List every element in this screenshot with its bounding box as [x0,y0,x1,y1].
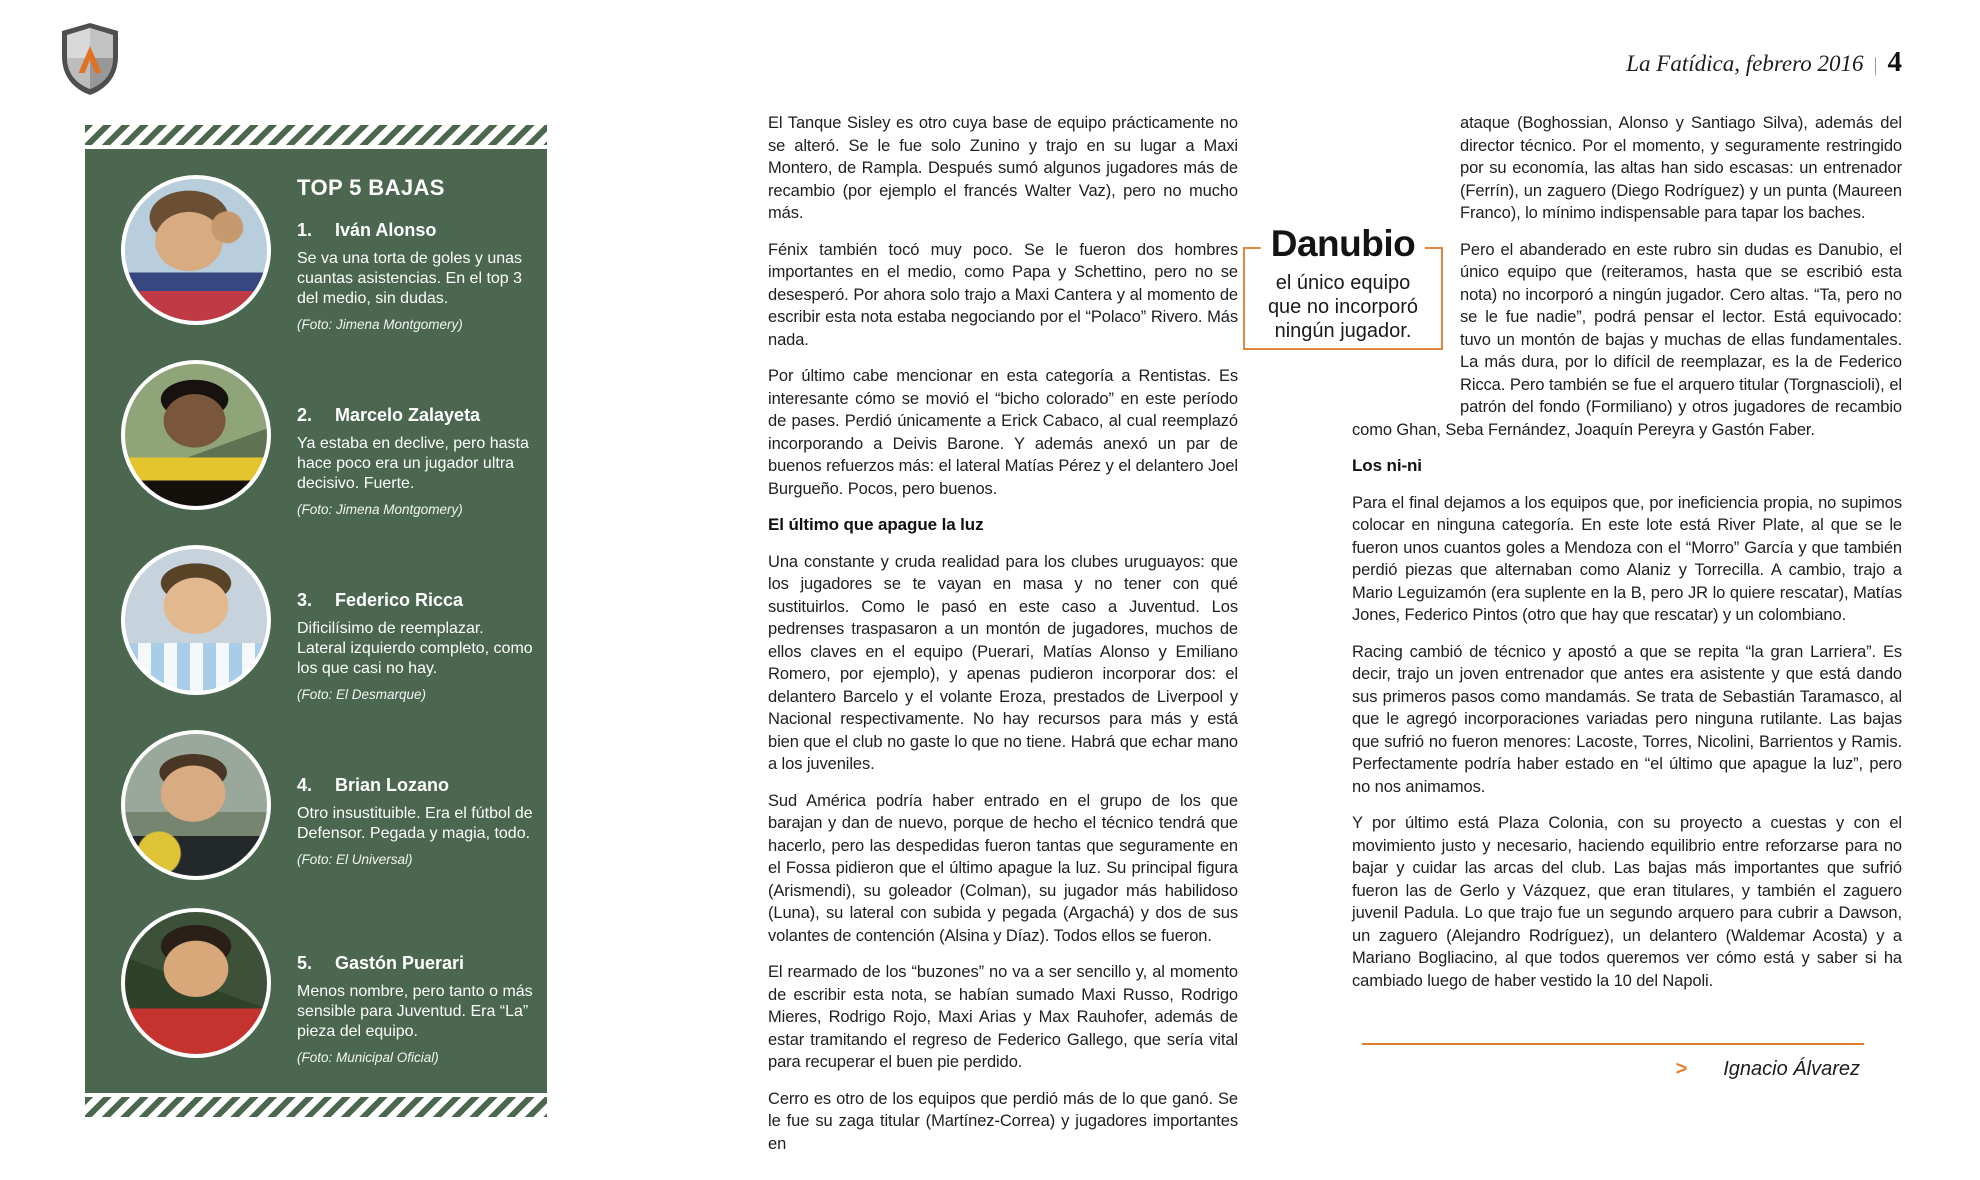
byline-rule [1362,1043,1864,1045]
byline-arrow-icon: > [1675,1058,1688,1080]
masthead [1626,46,1902,79]
top5-sidebar [85,125,547,1117]
page-number: 4 [1887,46,1902,78]
paragraph: El rearmado de los “buzones” no va a ser sencillo y, al momento de escribir esta nota, se habían sumado Maxi Russo, Rodrigo Mieres, Rodrigo Rojo, Maxi Arias y Max Rauhofer, además de estar tramitando el regreso de Federico Gallego, que sería vital para recuperar el buen pie perdido. [768,963,1238,1071]
photo-credit: (Foto: Municipal Oficial) [297,1050,439,1065]
photo-credit: (Foto: El Desmarque) [297,687,427,702]
paragraph: Pero el abanderado en este rubro sin dudas es Danubio, el único equipo que (reiteramos, hasta que se escribió esta nota) no incorporó a ningún jugador. Cero altas. “Ta, pero no se le fue nadie”, podrá pensar el lector. Está equivocado: tuvo un montón de bajas y muchas de ellas fundamentales. La más dura, por lo difícil de reemplazar, es la de Federico Ricca. Pero también se fue el arquero titular (Torgnascioli), el patrón del fondo (Formiliano) y otros jugadores de recambio como Ghan, Seba Fernández, Joaquín Pereyra y Gastón Faber. [1352,240,1902,439]
paragraph: ataque (Boghossian, Alonso y Santiago Silva), además del director técnico. Por el momento, y seguramente restringido por su economía, las altas han sido escasas: un entrenador (Ferrín), un zaguero (Diego Rodríguez) y un punta (Maureen Franco), lo mínimo indispensable para tapar los baches. [1460,114,1902,222]
player-desc: Dificilísimo de reemplazar. Lateral izquierdo completo, como los que casi no hay. [297,620,533,677]
player-name: 4. Brian Lozano [297,775,450,795]
player-name: 2. Marcelo Zalayeta [297,405,481,425]
magazine-title: La Fatídica, febrero 2016 [1626,51,1864,76]
player-photo-marcelo-zalayeta [121,360,271,510]
pullquote-title: Danubio [1261,222,1425,266]
shield-logo-icon [57,20,123,98]
pullquote-danubio [1243,223,1443,350]
player-entry-4 [121,730,535,880]
byline [1362,1058,1864,1081]
paragraph: Una constante y cruda realidad para los clubes uruguayos: que los jugadores se te vayan en masa y no tener con qué sustituirlos. Como le pasó en este caso a Juventud. Los pedrenses traspasaron a un montón de jugadores, muchos de ellos claves en el equipo (Puerari, Matías Alonso y Emiliano Romero, por ejemplo), y apenas pudieron incorporar dos: el delantero Barcelo y el volante Eroza, prestados de Liverpool y Nacional respectivamente. No hay recursos para más y está bien que el club no gaste lo que no tiene. Habrá que echar mano a los juveniles. [768,552,1238,773]
player-desc: Menos nombre, pero tanto o más sensible para Juventud. Era “La” pieza del equipo. [297,983,533,1040]
subhead-los-ni-ni: Los ni-ni [1352,456,1422,475]
player-entry-1 [121,175,535,332]
masthead-separator: | [1873,54,1878,76]
subhead-ultimo-apague-la-luz: El último que apague la luz [768,515,984,534]
player-photo-gaston-puerari [121,908,271,1058]
photo-credit: (Foto: El Universal) [297,852,413,867]
paragraph: Racing cambió de técnico y apostó a que se repita “la gran Larriera”. Es decir, trajo un joven entrenador que antes era asistente y que está dando sus primeros pasos como mandamás. Se trata de Sebastián Taramasco, al que le agregó incorporaciones variadas pero ninguna rutilante. Las bajas que sufrió no fueron menores: Lacoste, Torres, Nicolini, Barrientos y Ramis. Perfectamente podría haber estado en “el último que apague la luz”, pero no nos animamos. [1352,642,1902,796]
photo-credit: (Foto: Jimena Montgomery) [297,502,463,517]
paragraph: Sud América podría haber entrado en el grupo de los que barajan y dan de nuevo, porque de hecho el técnico tendrá que hacerlo, pero las despedidas fueron tantas que seguramente en el Fossa pidieron que el último apague la luz. Su principal figura (Arismendi), su goleador (Colman), su jugador más habilidoso (Luna), su lateral con subida y pegada (Argachá) y dos de sus volantes de contención (Alsina y Díaz). Todos ellos se fueron. [768,791,1238,945]
paragraph: Para el final dejamos a los equipos que, por ineficiencia propia, no supimos colocar en ninguna categoría. En este lote está River Plate, al que se le fueron unos cuantos goles a Mendoza con el “Morro” García y que también perdió piezas que alternaban como Alaniz y Torrecilla. A cambio, trajo a Mario Leguizamón (era suplente en la B, pero JR lo quiere rescatar), Matías Jones, Federico Pintos (otro que hay que rescatar) y un colombiano. [1352,493,1902,624]
player-name: 3. Federico Ricca [297,590,464,610]
player-entry-2 [121,360,535,517]
photo-credit: (Foto: Jimena Montgomery) [297,317,463,332]
sidebar-stripe-bottom [85,1097,547,1117]
pullquote-text: el único equipo que no incorporó ningún jugador. [1267,272,1419,342]
player-photo-ivan-alonso [121,175,271,325]
sidebar-stripe-top [85,125,547,145]
byline-author: Ignacio Álvarez [1723,1058,1860,1080]
paragraph: Cerro es otro de los equipos que perdió más de lo que ganó. Se le fue su zaga titular (Martínez-Correa) y jugadores importantes en [768,1089,1238,1153]
paragraph: Y por último está Plaza Colonia, con su proyecto a cuestas y con el movimiento justo y necesario, haciendo equilibrio entre reforzarse para no bajar y cuidar las arcas del club. Las bajas más importantes que sufrió fueron las de Gerlo y Vázquez, que eran titulares, y también el zaguero juvenil Padula. Lo que trajo fue un segundo arquero para cubrir a Dawson, un zaguero (Alejandro Rodríguez), un delantero (Waldemar Acosta) y a Mariano Bogliacino, al que todos queremos ver cómo está y saber si ha cambiado luego de haber vestido la 10 del Napoli. [1352,814,1902,990]
sidebar-title: TOP 5 BAJAS [297,175,445,200]
player-entry-3 [121,545,535,702]
sidebar-body [85,149,547,1093]
paragraph: Por último cabe mencionar en esta categoría a Rentistas. Es interesante cómo se movió el “bicho colorado” en este período de pases. Perdió únicamente a Erick Cabaco, al cual reemplazó incorporando a Deivis Barone. Y además anexó un par de buenos refuerzos más: el lateral Matías Pérez y el delantero Joel Burgueño. Pocos, pero buenos. [768,367,1238,498]
player-desc: Ya estaba en declive, pero hasta hace poco era un jugador ultra decisivo. Fuerte. [297,435,529,492]
player-name: 5. Gastón Puerari [297,953,465,973]
paragraph: El Tanque Sisley es otro cuya base de equipo prácticamente no se alteró. Se le fue solo Zunino y trajo en su lugar a Maxi Montero, de Rampla. Después sumó algunos jugadores más de recambio (por ejemplo el francés Walter Vaz), pero no mucho más. [768,114,1238,222]
player-desc: Otro insustituible. Era el fútbol de Defensor. Pegada y magia, todo. [297,805,533,842]
paragraph: Fénix también tocó muy poco. Se le fueron dos hombres importantes en el medio, como Papa y Schettino, pero no se desesperó. Por ahora solo trajo a Maxi Cantera y al momento de escribir esta nota estaba negociando por el “Polaco” Rivero. Más nada. [768,240,1238,349]
player-desc: Se va una torta de goles y unas cuantas asistencias. En el top 3 del medio, sin dudas. [297,250,523,307]
player-photo-federico-ricca [121,545,271,695]
player-name: 1. Iván Alonso [297,220,437,240]
player-entry-5 [121,908,535,1065]
article-column-1 [768,112,1238,1169]
player-photo-brian-lozano [121,730,271,880]
